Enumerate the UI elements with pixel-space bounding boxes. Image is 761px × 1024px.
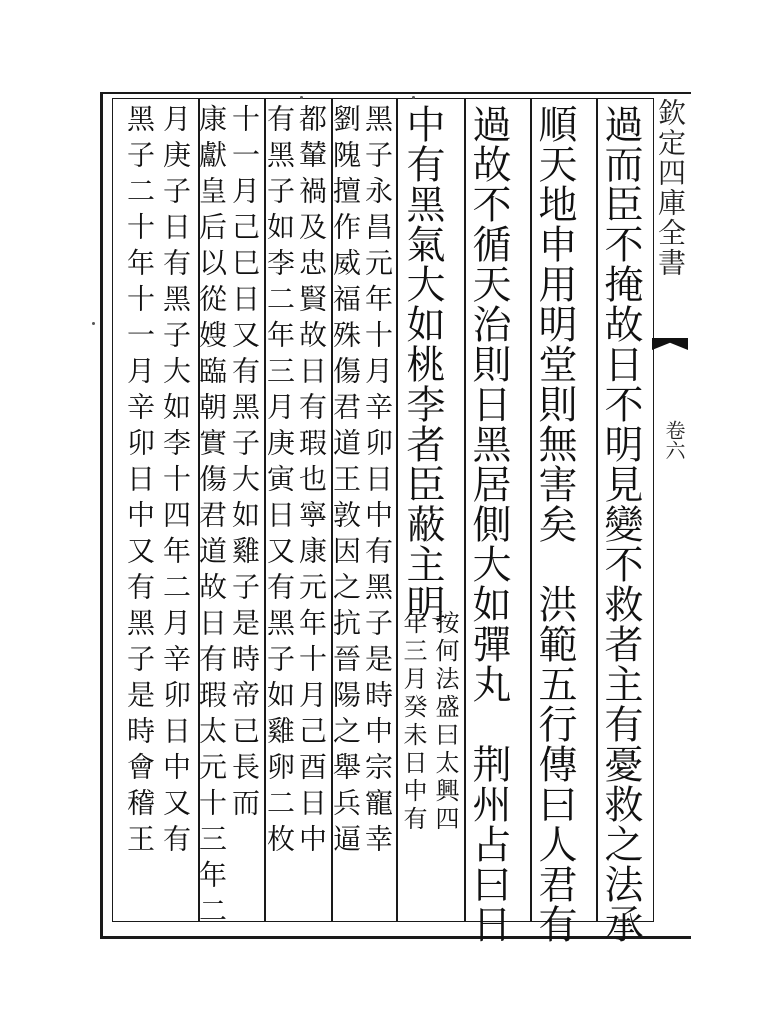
annotation-line-left: 年三月癸未日中有 [399, 610, 427, 834]
commentary-column-4: 有黑子如李二年三月庚寅日又有黑子如雞卵二枚 [263, 104, 296, 860]
scan-speck [300, 96, 303, 99]
text-column-1: 過而臣不掩故日不明見變不救者主有憂救之法承 [598, 104, 643, 944]
commentary-column-8: 黑子二十年十一月辛卯日中又有黑子是時會稽王 [123, 104, 156, 860]
scan-speck [92, 322, 95, 325]
commentary-column-2: 劉隗擅作威福殊傷君道王敦因之抗晉陽之舉兵逼 [329, 104, 362, 860]
text-column-4-main: 中有黑氣大如桃李者臣蔽主明 [400, 104, 445, 624]
commentary-column-6: 康獻皇后以從嫂臨朝實傷君道故日有瑕太元十三年二 [195, 104, 228, 932]
book-title: 欽定四庫全書 [654, 98, 687, 278]
commentary-column-1: 黑子永昌元年十月辛卯日中有黑子是時中宗寵幸 [361, 104, 394, 860]
annotation-block [398, 610, 464, 910]
commentary-column-3: 都輦禍及忠賢故日有瑕也寧康元年十月己酉日中 [295, 104, 328, 860]
text-column-3: 過故不循天治則日黑居側大如彈丸 荆州占曰日 [466, 104, 511, 944]
commentary-column-7: 月庚子日有黑子大如李十四年二月辛卯日中又有 [159, 104, 192, 860]
annotation-line-right: 按何法盛曰太興四 [431, 610, 459, 834]
commentary-column-5: 十一月己巳日又有黑子大如雞子是時帝已長而 [228, 104, 261, 824]
text-column-2: 順天地申用明堂則無害矣 洪範五行傳曰人君有 [532, 104, 577, 944]
scan-speck [412, 96, 415, 99]
volume-label: 卷六 [662, 420, 686, 460]
